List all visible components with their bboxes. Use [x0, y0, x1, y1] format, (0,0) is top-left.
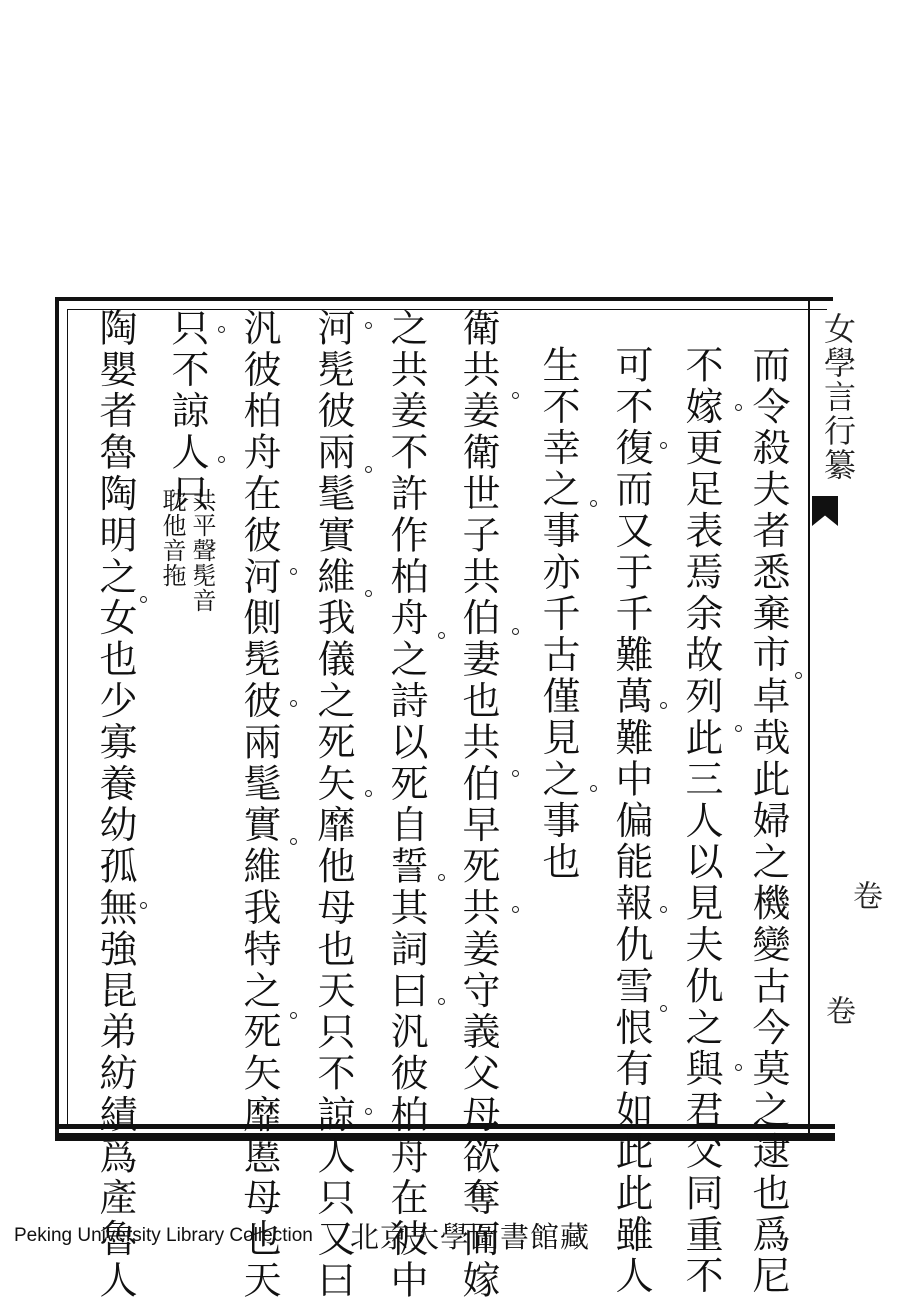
punctuation-mark [365, 590, 372, 597]
text-column-10: 陶嬰者魯陶明之女也少寡養幼孤無強昆弟紡績爲產魯人 [93, 308, 137, 1302]
text-column-6: 之共姜不許作柏舟之詩以死自誓其詞曰汎彼柏舟在彼中 [384, 308, 428, 1302]
punctuation-mark [735, 1064, 742, 1071]
punctuation-mark [438, 998, 445, 1005]
punctuation-mark [512, 628, 519, 635]
punctuation-mark [290, 1012, 297, 1019]
punctuation-mark [660, 702, 667, 709]
punctuation-mark [735, 725, 742, 732]
punctuation-mark [795, 672, 802, 679]
text-column-3: 可不復而又于千難萬難中偏能報仇雪恨有如此此雖人 [609, 345, 653, 1298]
footer-collection-cn: 北京大學圖書館藏 [350, 1220, 591, 1254]
punctuation-mark [365, 466, 372, 473]
punctuation-mark [660, 906, 667, 913]
punctuation-mark [590, 785, 597, 792]
punctuation-mark [590, 500, 597, 507]
punctuation-mark [512, 906, 519, 913]
text-column-1: 而令殺夫者悉棄市卓哉此婦之機變古今莫之逮也爲尼 [746, 345, 790, 1298]
punctuation-mark [290, 568, 297, 575]
punctuation-mark [365, 1108, 372, 1115]
punctuation-mark [140, 596, 147, 603]
punctuation-mark [140, 902, 147, 909]
punctuation-mark [438, 874, 445, 881]
text-column-7: 河髧彼兩髦實維我儀之死矢靡他母也天只不諒人只又曰 [311, 308, 355, 1302]
punctuation-mark [512, 770, 519, 777]
punctuation-mark [365, 790, 372, 797]
punctuation-mark [290, 700, 297, 707]
text-column-9: 只不諒人只 [165, 308, 209, 515]
text-column-2: 不嫁更足表焉余故列此三人以見夫仇之與君父同重不 [679, 345, 723, 1298]
annotation-line-1: 共平聲髧音 [188, 488, 216, 613]
punctuation-mark [660, 1005, 667, 1012]
text-column-8: 汎彼柏舟在彼河側髧彼兩髦實維我特之死矢靡慝母也天 [237, 308, 281, 1302]
punctuation-mark [218, 326, 225, 333]
punctuation-mark [218, 456, 225, 463]
annotation-line-2: 耽他音拖 [158, 488, 186, 588]
margin-book-title: 女學言行纂 [819, 312, 857, 482]
punctuation-mark [290, 838, 297, 845]
punctuation-mark [660, 442, 667, 449]
punctuation-mark [438, 632, 445, 639]
footer-collection-en: Peking University Library Collection [14, 1225, 313, 1246]
punctuation-mark [365, 322, 372, 329]
text-column-5: 衛共姜衛世子共伯妻也共伯早死共姜守義父母欲奪而嫁 [456, 308, 500, 1302]
punctuation-mark [735, 404, 742, 411]
margin-volume-label: 卷 [820, 995, 855, 1025]
gutter-char: 卷 [847, 880, 882, 910]
punctuation-mark [512, 392, 519, 399]
text-column-4: 生不幸之事亦千古僅見之事也 [536, 345, 580, 884]
